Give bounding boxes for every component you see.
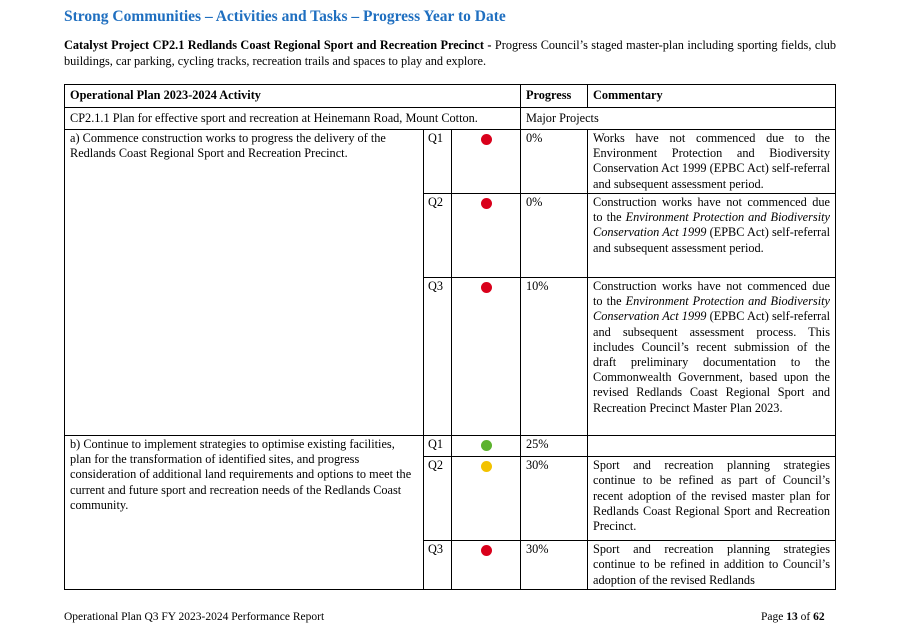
header-activity: Operational Plan 2023-2024 Activity: [65, 85, 521, 108]
intro-paragraph: [64, 37, 836, 69]
status-cell: [452, 194, 521, 278]
status-cell: [452, 278, 521, 436]
subheading-activity: CP2.1.1 Plan for effective sport and recreation at Heinemann Road, Mount Cotton.: [65, 108, 521, 130]
footer-page-number: [761, 611, 825, 623]
progress-value: 25%: [521, 436, 588, 457]
quarter-label: Q1: [424, 436, 452, 457]
status-red-dot-icon: [481, 545, 492, 556]
commentary-text: (EPBC Act) self-referral and subsequent assessment process. This includes Council’s recent submission of the draft preliminary documentation to the Commonwealth Government, based upon the revised Redlands Coast Regional Sport and Recreation Precinct Master Plan 2023.: [593, 309, 831, 415]
commentary: [588, 436, 836, 457]
status-cell: [452, 541, 521, 590]
status-cell: [452, 457, 521, 541]
subheading-category: Major Projects: [521, 108, 836, 130]
quarter-label: Q2: [424, 194, 452, 278]
table-header-row: [65, 85, 836, 108]
status-cell: [452, 436, 521, 457]
intro-bold: Catalyst Project CP2.1 Redlands Coast Regional Sport and Recreation Precinct -: [64, 38, 492, 52]
commentary: [588, 541, 836, 590]
header-commentary: Commentary: [588, 85, 836, 108]
page-heading: Strong Communities – Activities and Tasks – Progress Year to Date: [64, 8, 506, 25]
progress-value: 10%: [521, 278, 588, 436]
progress-value: 0%: [521, 130, 588, 194]
status-yellow-dot-icon: [481, 461, 492, 472]
commentary-text: Sport and recreation planning strategies continue to be refined in addition to Council’s adoption of the revised Redlands: [593, 542, 830, 587]
commentary-text: Construction works have not commenced due to the: [593, 279, 830, 309]
quarter-label: Q1: [424, 130, 452, 194]
status-green-dot-icon: [481, 440, 492, 451]
status-red-dot-icon: [481, 134, 492, 145]
quarter-label: Q2: [424, 457, 452, 541]
commentary: [588, 194, 836, 278]
commentary-text: Works have not commenced due to the Environment Protection and Biodiversity Conservation Act 1999 (EPBC Act) self-referral and subsequent assessment period.: [593, 131, 830, 191]
progress-value: 30%: [521, 541, 588, 590]
commentary-text: Construction works have not commenced due to the: [593, 195, 830, 225]
progress-value: 0%: [521, 194, 588, 278]
status-red-dot-icon: [481, 282, 492, 293]
footer-report-title: Operational Plan Q3 FY 2023-2024 Performance Report: [64, 611, 325, 623]
activity-description: b) Continue to implement strategies to optimise existing facilities, plan for the transformation of identified sites, and progress consideration of additional land requirements and options to meet the current and future sport and recreation needs of the Redlands Coast community.: [65, 436, 424, 590]
table-row: [65, 130, 836, 194]
commentary-act-title: Environment Protection and Biodiversity Conservation Act 1999: [593, 294, 830, 324]
header-progress: Progress: [521, 85, 588, 108]
intro-text: Progress Council’s staged master-plan including sporting fields, club buildings, car parking, cycling tracks, recreation trails and spaces to play and explore.: [64, 38, 837, 68]
commentary-text: Sport and recreation planning strategies continue to be refined as part of Council’s recent adoption of the revised master plan for Redlands Coast Regional Sport and Recreation Precinct.: [593, 458, 830, 534]
footer-page-mid: of: [797, 611, 814, 623]
activities-table: [64, 84, 836, 590]
footer-page-current: 13: [786, 611, 798, 623]
commentary: [588, 130, 836, 194]
commentary-act-title: Environment Protection and Biodiversity Conservation Act 1999: [593, 210, 830, 240]
commentary: [588, 278, 836, 436]
status-red-dot-icon: [481, 198, 492, 209]
activity-description: a) Commence construction works to progress the delivery of the Redlands Coast Regional Sport and Recreation Precinct.: [65, 130, 424, 436]
subheading-row: [65, 108, 836, 130]
footer-page-total: 62: [813, 611, 825, 623]
footer-page-prefix: Page: [761, 611, 787, 623]
progress-value: 30%: [521, 457, 588, 541]
commentary: [588, 457, 836, 541]
commentary-text: (EPBC Act) self-referral and subsequent assessment period.: [593, 225, 831, 255]
table-row: [65, 436, 836, 457]
quarter-label: Q3: [424, 541, 452, 590]
quarter-label: Q3: [424, 278, 452, 436]
status-cell: [452, 130, 521, 194]
